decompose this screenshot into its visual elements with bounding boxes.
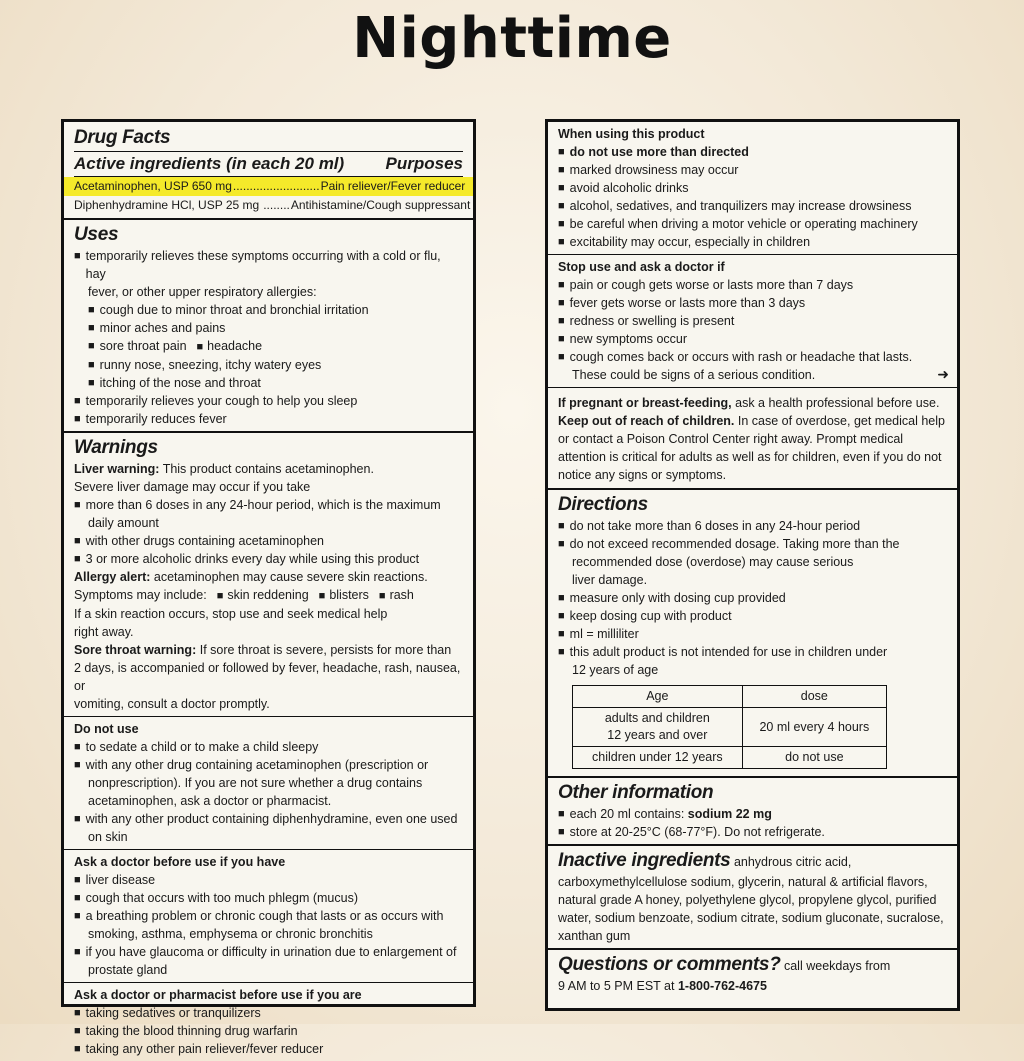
stop-use-section	[548, 255, 957, 388]
allergy-alert-text: acetaminophen may cause severe skin reactions.	[153, 570, 428, 584]
questions-title: Questions or comments?	[558, 954, 781, 975]
list-item-text: ■ sore throat pain	[99, 339, 187, 353]
questions-section	[548, 950, 957, 998]
list-item-text: nonprescription). If you are not sure whether a drug contains	[88, 776, 423, 790]
list-item-text: each 20 ml contains:	[569, 807, 685, 821]
drug-facts-title: Drug Facts	[74, 126, 463, 152]
active-ingredients-heading: Active ingredients (in each 20 ml)	[74, 154, 345, 173]
warnings-section	[64, 433, 473, 716]
list-item	[74, 738, 463, 756]
liver-warning-label: Liver warning:	[74, 462, 160, 476]
list-item	[558, 348, 947, 366]
list-item	[558, 312, 947, 330]
ingredient-row-diphenhydramine	[74, 196, 471, 215]
ingredient-purpose: Antihistamine/Cough suppressant	[290, 198, 471, 212]
questions-text: call weekdays from	[783, 959, 891, 973]
table-header-dose: dose	[742, 686, 886, 708]
list-item-text: acetaminophen, ask a doctor or pharmacist.	[88, 794, 332, 808]
ingredient-purpose: Pain reliever/Fever reducer	[320, 179, 466, 193]
ingredient-name: Diphenhydramine HCl, USP 25 mg	[74, 198, 260, 212]
list-item	[88, 301, 463, 319]
list-item	[74, 1004, 463, 1022]
list-item-text: ■ liver disease	[85, 873, 156, 887]
drug-facts-section	[64, 122, 473, 220]
active-ingredients-header	[74, 152, 463, 177]
other-information-title: Other information	[558, 782, 714, 803]
list-item	[558, 161, 947, 179]
list-item-text: ■ 3 or more alcoholic drinks every day while using this product	[85, 552, 420, 566]
drug-facts-panel-left	[61, 119, 476, 1056]
ask-doctor-section	[64, 850, 473, 983]
ingredient-dots: ..........................	[232, 179, 320, 193]
list-item	[74, 810, 463, 828]
list-item-text: ■ be careful when driving a motor vehicle or operating machinery	[569, 217, 918, 231]
list-item	[74, 889, 463, 907]
list-item-text: prostate gland	[88, 963, 168, 977]
table-row	[573, 747, 887, 769]
inactive-ingredients-title: Inactive ingredients	[558, 850, 731, 871]
purposes-heading: Purposes	[385, 154, 463, 173]
list-item-text: ■ taking sedatives or tranquilizers	[85, 1006, 261, 1020]
list-item	[74, 1040, 463, 1058]
liver-warning-text: This product contains acetaminophen.	[162, 462, 374, 476]
ingredient-dots: ........	[263, 198, 290, 212]
allergy-note: If a skin reaction occurs, stop use and seek medical help	[74, 607, 388, 621]
uses-section	[64, 220, 473, 433]
list-item-text: ■ do not take more than 6 doses in any 24-hour period	[569, 519, 861, 533]
list-item	[88, 319, 463, 337]
directions-section	[548, 490, 957, 778]
list-item	[558, 517, 947, 535]
list-item	[558, 805, 947, 823]
table-row	[573, 686, 887, 708]
list-item-text: ■ cough due to minor throat and bronchial irritation	[99, 303, 369, 317]
pregnancy-section	[548, 388, 957, 490]
table-cell-dose: do not use	[742, 747, 886, 769]
list-item	[74, 871, 463, 889]
list-item-text: ■ if you have glaucoma or difficulty in urination due to enlargement of	[85, 945, 457, 959]
list-item-text: ■ fever gets worse or lasts more than 3 days	[569, 296, 806, 310]
continue-arrow-icon: ➜	[937, 366, 949, 382]
sodium-value: sodium 22 mg	[687, 807, 772, 821]
list-item	[558, 535, 947, 553]
keep-out-text: notice any signs or symptoms.	[558, 468, 727, 482]
table-cell-text: adults and children	[604, 711, 710, 725]
when-using-section	[548, 122, 957, 255]
list-item	[558, 197, 947, 215]
list-item	[558, 276, 947, 294]
dosage-table	[572, 685, 887, 769]
list-item-text: liver damage.	[572, 573, 648, 587]
list-item	[74, 907, 463, 925]
list-item	[558, 607, 947, 625]
page-title: Nighttime	[352, 6, 672, 71]
list-item-text: ■ more than 6 doses in any 24-hour period, which is the maximum	[85, 498, 441, 512]
symptoms-label: Symptoms may include:	[74, 588, 207, 602]
table-cell-text: 12 years and over	[607, 728, 708, 742]
keep-out-text: or contact a Poison Control Center right away. Prompt medical	[558, 432, 904, 446]
list-item-text: ■ taking the blood thinning drug warfarin	[85, 1024, 298, 1038]
inactive-ingredients-text: carboxymethylcellulose sodium, glycerin, natural & artificial flavors,	[558, 875, 928, 889]
keep-out-label: Keep out of reach of children.	[558, 414, 735, 428]
list-item-text: ■ alcohol, sedatives, and tranquilizers may increase drowsiness	[569, 199, 912, 213]
keep-out-text: attention is critical for adults as well as for children, even if you do not	[558, 450, 942, 464]
inactive-ingredients-text: anhydrous citric acid,	[733, 855, 852, 869]
list-item-text: ■ keep dosing cup with product	[569, 609, 732, 623]
when-using-title: When using this product	[558, 127, 705, 141]
list-item	[74, 247, 463, 283]
list-item-text: ■ this adult product is not intended for use in children under	[569, 645, 888, 659]
list-item	[74, 392, 463, 410]
list-item	[558, 215, 947, 233]
list-item-text: ■ runny nose, sneezing, itchy watery eyes	[99, 358, 322, 372]
list-item-text: recommended dose (overdose) may cause serious	[572, 555, 854, 569]
phone-number: 1-800-762-4675	[677, 979, 767, 993]
list-item-text: ■ cough comes back or occurs with rash or headache that lasts.	[569, 350, 913, 364]
ingredient-row-acetaminophen	[64, 177, 473, 196]
list-item-text: ■ measure only with dosing cup provided	[569, 591, 786, 605]
list-item	[88, 374, 463, 392]
table-cell-age	[573, 708, 743, 747]
list-item	[74, 943, 463, 961]
list-item-text: ■ pain or cough gets worse or lasts more than 7 days	[569, 278, 854, 292]
list-item-text: ■ do not use more than directed	[569, 145, 749, 159]
list-item-text: ■ ml = milliliter	[569, 627, 639, 641]
ask-pharmacist-section	[64, 983, 473, 1061]
symptom-item: ■ rash	[369, 588, 414, 602]
symptom-item: ■ blisters	[309, 588, 369, 602]
pregnant-label: If pregnant or breast-feeding,	[558, 396, 732, 410]
list-item-text: daily amount	[88, 516, 159, 530]
sore-throat-text: If sore throat is severe, persists for more than	[199, 643, 452, 657]
list-item	[558, 643, 947, 661]
ingredient-name: Acetaminophen, USP 650 mg	[74, 179, 232, 193]
list-item-text: ■ store at 20-25°C (68-77°F). Do not refrigerate.	[569, 825, 825, 839]
list-item-text: ■ cough that occurs with too much phlegm (mucus)	[85, 891, 359, 905]
list-item	[558, 625, 947, 643]
list-item-text: ■ itching of the nose and throat	[99, 376, 261, 390]
list-item-text: ■ avoid alcoholic drinks	[569, 181, 689, 195]
other-information-section	[548, 778, 957, 846]
list-item	[74, 496, 463, 514]
inactive-ingredients-text: xanthan gum	[558, 929, 631, 943]
list-item-text: ■ temporarily relieves your cough to help you sleep	[85, 394, 358, 408]
allergy-note: right away.	[74, 625, 134, 639]
directions-title: Directions	[558, 494, 648, 515]
list-item	[88, 356, 463, 374]
uses-title: Uses	[74, 224, 119, 245]
table-cell-age: children under 12 years	[573, 747, 743, 769]
warnings-title: Warnings	[74, 437, 158, 458]
list-item	[74, 532, 463, 550]
list-item	[558, 330, 947, 348]
do-not-use-title: Do not use	[74, 722, 139, 736]
do-not-use-section	[64, 716, 473, 850]
list-item-text: on skin	[88, 830, 128, 844]
list-item-text: ■ to sedate a child or to make a child sleepy	[85, 740, 319, 754]
list-item	[558, 294, 947, 312]
table-cell-dose: 20 ml every 4 hours	[742, 708, 886, 747]
list-item	[74, 410, 463, 428]
pregnant-text: ask a health professional before use.	[735, 396, 940, 410]
allergy-alert-label: Allergy alert:	[74, 570, 151, 584]
list-item	[558, 589, 947, 607]
list-item	[558, 143, 947, 161]
drug-facts-panel-right	[545, 119, 960, 1011]
list-item-text: ■ temporarily relieves these symptoms occurring with a cold or flu, hay	[85, 249, 441, 281]
inactive-ingredients-section	[548, 846, 957, 950]
list-item-text: fever, or other upper respiratory allergies:	[88, 285, 317, 299]
list-item-text: ■ do not exceed recommended dosage. Taking more than the	[569, 537, 900, 551]
list-item	[74, 756, 463, 774]
list-item-text: ■ with other drugs containing acetaminophen	[85, 534, 325, 548]
inactive-ingredients-text: natural grade A honey, polyethylene glycol, propylene glycol, purified	[558, 893, 937, 907]
table-row	[573, 708, 887, 747]
sore-throat-text: vomiting, consult a doctor promptly.	[74, 697, 270, 711]
list-item	[558, 823, 947, 841]
list-item	[558, 179, 947, 197]
list-item-text: ■ with any other drug containing acetaminophen (prescription or	[85, 758, 429, 772]
stop-use-title: Stop use and ask a doctor if	[558, 260, 725, 274]
liver-warning-text: Severe liver damage may occur if you take	[74, 480, 311, 494]
list-item	[74, 1022, 463, 1040]
sore-throat-label: Sore throat warning:	[74, 643, 197, 657]
keep-out-text: In case of overdose, get medical help	[737, 414, 945, 428]
list-item-text: smoking, asthma, emphysema or chronic bronchitis	[88, 927, 373, 941]
list-item-text: ■ taking any other pain reliever/fever reducer	[85, 1042, 324, 1056]
ask-pharmacist-title: Ask a doctor or pharmacist before use if you are	[74, 988, 362, 1002]
symptom-item: ■ skin reddening	[207, 588, 309, 602]
list-item-text: ■ headache	[187, 337, 263, 356]
list-item-text: ■ minor aches and pains	[99, 321, 226, 335]
inactive-ingredients-text: water, sodium benzoate, sodium citrate, sodium gluconate, sucralose,	[558, 911, 944, 925]
list-item-text: ■ with any other product containing diphenhydramine, even one used	[85, 812, 458, 826]
list-item	[74, 550, 463, 568]
questions-text: 9 AM to 5 PM EST at	[558, 979, 675, 993]
list-item-text: ■ temporarily reduces fever	[85, 412, 227, 426]
list-item-text: 12 years of age	[572, 663, 659, 677]
list-item	[558, 233, 947, 251]
ask-doctor-title: Ask a doctor before use if you have	[74, 855, 286, 869]
list-item-text: These could be signs of a serious condition.	[572, 368, 816, 382]
sore-throat-text: 2 days, is accompanied or followed by fever, headache, rash, nausea, or	[74, 661, 461, 693]
list-item	[88, 337, 463, 356]
list-item-text: ■ marked drowsiness may occur	[569, 163, 739, 177]
table-header-age: Age	[573, 686, 743, 708]
list-item-text: ■ redness or swelling is present	[569, 314, 735, 328]
list-item-text: ■ new symptoms occur	[569, 332, 688, 346]
list-item-text: ■ excitability may occur, especially in children	[569, 235, 811, 249]
list-item-text: ■ a breathing problem or chronic cough that lasts or as occurs with	[85, 909, 444, 923]
